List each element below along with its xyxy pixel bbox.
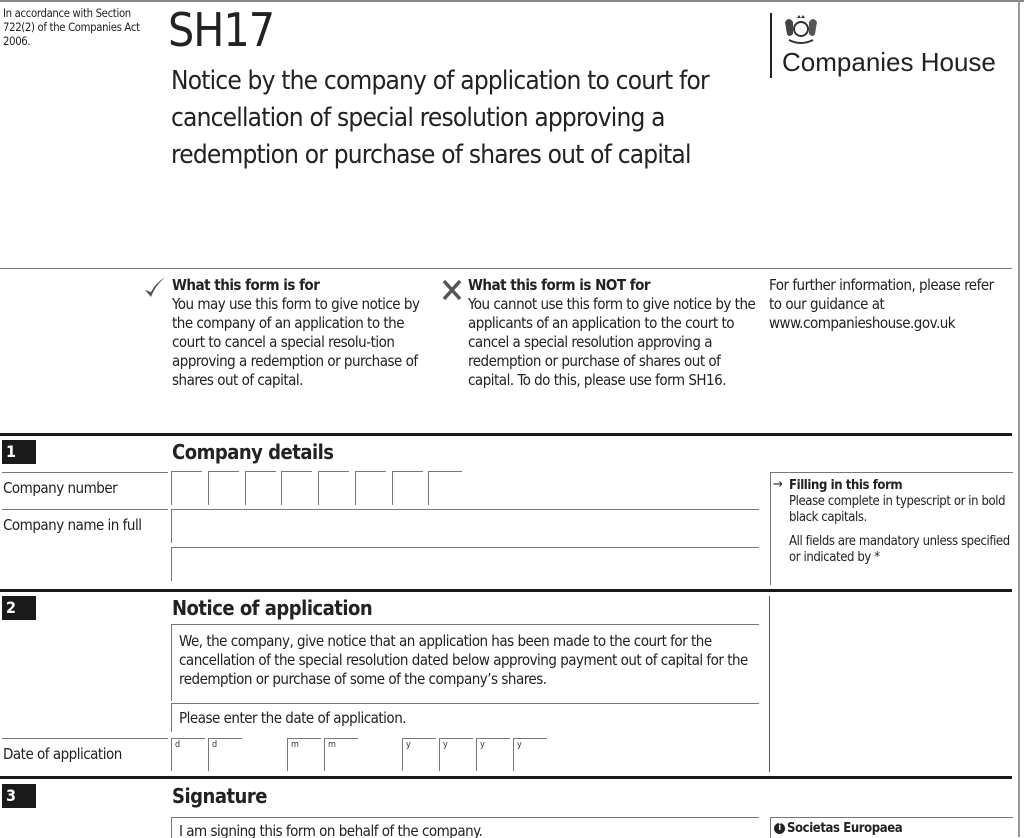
form-not-for-block [468, 276, 758, 390]
section-1-title: Company details [172, 440, 334, 464]
form-for-block [172, 276, 440, 390]
notice-text-box [171, 624, 759, 701]
date-day-digit[interactable] [208, 738, 242, 771]
company-number-digit[interactable] [355, 471, 386, 505]
date-year-digit[interactable] [513, 738, 547, 771]
date-year-digit[interactable] [439, 738, 473, 771]
intro-top-divider [0, 268, 1012, 269]
help-text: Please complete in typescript or in bold black capitals. [789, 494, 1006, 525]
section-3-title: Signature [172, 784, 267, 808]
form-title: Notice by the company of application to court for cancellation of special resolution approving a redemption or purchase of shares out of capital [171, 66, 709, 170]
date-of-application-input[interactable] [171, 738, 551, 771]
date-of-application-label: Date of application [3, 745, 122, 763]
company-number-digit[interactable] [428, 471, 462, 505]
company-name-input-line-1[interactable] [171, 509, 759, 543]
section-2-side-divider [769, 596, 770, 772]
help-heading: Filling in this form [789, 478, 903, 493]
form-not-for-text: You cannot use this form to give notice by the applicants of an application to the court to cancel a special resolution approving a redemption or purchase of shares out of capital. To do this, please use form SH16. [468, 295, 756, 389]
form-for-heading: What this form is for [172, 276, 320, 294]
company-number-input[interactable] [171, 471, 467, 505]
further-info: For further information, please refer to our guidance at www.companieshouse.gov.uk [769, 276, 994, 332]
section-3-divider [0, 776, 1012, 779]
row-divider [2, 509, 168, 510]
date-year-digit[interactable] [402, 738, 436, 771]
help-filling-in-form [770, 472, 1013, 585]
date-prompt: Please enter the date of application. [179, 709, 407, 727]
company-number-digit[interactable] [171, 471, 202, 505]
company-number-digit[interactable] [318, 471, 349, 505]
placeholder-y: y [406, 740, 411, 750]
signing-statement-box [171, 817, 759, 838]
section-1-number: 1 [2, 440, 36, 464]
page-top-border [0, 0, 1024, 2]
section-2-number: 2 [2, 596, 36, 620]
societas-europaea-box [770, 817, 1013, 838]
section-2-title: Notice of application [172, 596, 373, 620]
legal-note: In accordance with Section 722(2) of the Companies Act 2006. [3, 7, 140, 48]
royal-crest-icon [781, 12, 821, 46]
checkmark-icon [143, 276, 167, 300]
company-number-digit[interactable] [392, 471, 423, 505]
section-2-divider [0, 589, 1012, 592]
help-note: All fields are mandatory unless specified or indicated by * [789, 534, 1010, 565]
company-number-label: Company number [3, 479, 118, 497]
signing-statement: I am signing this form on behalf of the company. [179, 822, 483, 838]
form-for-text: You may use this form to give notice by the company of an application to the court to cancel a special resolu-tion approving a redemption or purchase of shares out of capital. [172, 295, 420, 389]
company-number-digit[interactable] [245, 471, 276, 505]
placeholder-y: y [517, 740, 522, 750]
row-divider [2, 472, 168, 473]
form-not-for-heading: What this form is NOT for [468, 276, 651, 294]
company-number-digit[interactable] [208, 471, 239, 505]
form-code: SH17 [168, 3, 275, 57]
info-icon: i [774, 823, 785, 834]
date-prompt-box [171, 703, 759, 732]
company-number-digit[interactable] [281, 471, 312, 505]
company-name-input-line-2[interactable] [171, 547, 759, 581]
date-month-digit[interactable] [324, 738, 358, 771]
placeholder-m: m [328, 740, 336, 750]
date-month-digit[interactable] [287, 738, 321, 771]
placeholder-d: d [175, 740, 181, 750]
societas-europaea-heading: Societas Europaea [787, 821, 903, 836]
companies-house-logo: Companies House [782, 47, 996, 77]
placeholder-d: d [212, 740, 218, 750]
logo-divider [770, 13, 772, 78]
placeholder-y: y [480, 740, 485, 750]
section-3-number: 3 [2, 784, 36, 808]
date-year-digit[interactable] [476, 738, 510, 771]
arrow-right-icon: → [773, 477, 783, 492]
date-day-digit[interactable] [171, 738, 205, 771]
placeholder-m: m [291, 740, 299, 750]
placeholder-y: y [443, 740, 448, 750]
row-divider [2, 738, 168, 739]
notice-text: We, the company, give notice that an application has been made to the court for the cancellation of the special resolution dated below approving payment out of capital for the redemption or purchase of some of the company’s shares. [179, 632, 748, 688]
page-right-border [1018, 0, 1020, 837]
cross-icon [441, 279, 463, 301]
section-1-divider [0, 433, 1012, 436]
company-name-label: Company name in full [3, 516, 142, 534]
